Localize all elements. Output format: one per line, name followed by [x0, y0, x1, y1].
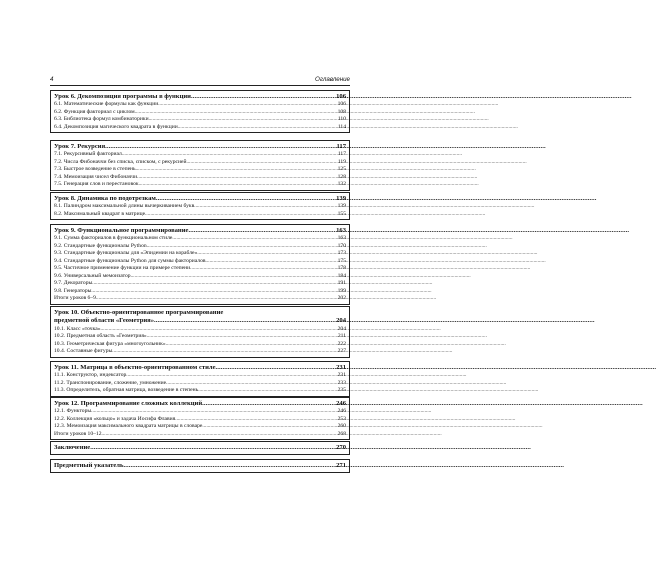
item-page: 125 — [337, 166, 346, 173]
item-title: 9.6. Универсальный мемоизатор — [54, 272, 131, 279]
item-title: 10.1. Класс «точка» — [54, 325, 101, 332]
leader-dots — [166, 341, 337, 349]
item-title: 11.2. Транспонирование, сложение, умножение — [54, 379, 167, 386]
leader-dots — [105, 143, 335, 151]
item-title: 10.4. Составные фигуры — [54, 348, 113, 355]
leader-dots — [122, 151, 337, 159]
item-title: Итоги уроков 10–12 — [54, 430, 102, 437]
item-title: 12.2. Коллекция «кольцо» и задача Иосифа Флавия — [54, 415, 176, 422]
leader-dots — [112, 348, 336, 356]
leader-dots — [158, 101, 336, 109]
lesson-page: 231 — [336, 364, 346, 371]
item-title: 7.5. Генерация слов и перестановок — [54, 181, 139, 188]
item-page: 260 — [337, 423, 346, 430]
lesson-page: 117 — [336, 143, 346, 150]
toc-item[interactable] — [54, 116, 346, 124]
toc-item[interactable] — [54, 159, 346, 167]
leader-dots — [145, 211, 337, 219]
item-page: 114 — [337, 123, 346, 130]
lesson-title: Урок 9. Функциональное программирование — [54, 227, 189, 234]
item-title: 7.3. Быстрое возведение в степень — [54, 166, 136, 173]
lesson-page: 139 — [336, 195, 346, 202]
item-title: 9.2. Стандартные функционалы Python — [54, 242, 147, 249]
leader-dots — [175, 416, 336, 424]
toc-index — [50, 459, 350, 473]
lesson-title: Урок 7. Рекурсия — [54, 143, 106, 150]
leader-dots — [190, 265, 336, 273]
leader-dots — [90, 444, 335, 452]
toc-item[interactable] — [54, 408, 346, 416]
item-title: 8.1. Палиндром максимальной длины вычеркиванием букв — [54, 203, 195, 210]
item-title: 11.3. Определитель, обратная матрица, возведение в степень — [54, 387, 199, 394]
toc-item[interactable] — [54, 265, 346, 273]
lesson-title: Урок 6. Декомпозиция программы в функции — [54, 93, 191, 100]
item-page: 235 — [337, 387, 346, 394]
toc-item[interactable] — [54, 250, 346, 258]
toc-conclusion — [50, 441, 350, 455]
leader-dots — [139, 181, 337, 189]
item-title: 11.1. Конструктор, индексатор — [54, 372, 127, 379]
leader-dots — [96, 295, 337, 303]
toc-lesson-12 — [50, 397, 350, 440]
lesson-heading[interactable] — [54, 364, 346, 372]
leader-dots — [154, 317, 335, 325]
item-title: 9.8. Генераторы — [54, 287, 92, 294]
leader-dots — [126, 372, 336, 380]
leader-dots — [131, 273, 337, 281]
toc-lesson-11 — [50, 361, 350, 397]
item-page: 178 — [337, 265, 346, 272]
leader-dots — [202, 400, 335, 408]
toc-lesson-7 — [50, 140, 350, 191]
item-title: 6.2. Функция факториал с циклом — [54, 108, 135, 115]
item-title: 7.1. Рекурсивный факториал — [54, 151, 122, 158]
item-title: 12.3. Мемоизация максимального квадрата матрицы в словаре — [54, 423, 203, 430]
leader-dots — [147, 333, 337, 341]
leader-dots — [136, 166, 337, 174]
item-page: 170 — [337, 242, 346, 249]
toc-item[interactable] — [54, 288, 346, 296]
leader-dots — [206, 258, 337, 266]
item-title: 9.4. Стандартные функционалы Python для суммы факториалов — [54, 257, 206, 264]
leader-dots — [91, 288, 336, 296]
item-page: 191 — [337, 280, 346, 287]
toc-item[interactable] — [54, 101, 346, 109]
item-page: 175 — [337, 257, 346, 264]
item-title: Итоги уроков 6–9 — [54, 295, 96, 302]
item-page: 233 — [337, 379, 346, 386]
lesson-heading[interactable] — [54, 400, 346, 408]
item-title: 6.4. Декомпозиция магического квадрата в функции — [54, 123, 178, 130]
item-page: 268 — [337, 430, 346, 437]
item-page: 139 — [337, 203, 346, 210]
toc-item[interactable] — [54, 166, 346, 174]
lesson-heading[interactable] — [54, 317, 346, 325]
lesson-title: Урок 8. Динамика по подотрезкам — [54, 195, 156, 202]
item-page: 117 — [337, 151, 346, 158]
item-page: 199 — [337, 287, 346, 294]
toc-item[interactable] — [54, 235, 346, 243]
item-page: 155 — [337, 210, 346, 217]
lesson-title-line-1[interactable]: Урок 10. Объектно-ориентированное программирование — [54, 309, 224, 316]
toc-item[interactable] — [54, 211, 346, 219]
item-page: 110 — [337, 116, 346, 123]
item-page: 128 — [337, 173, 346, 180]
header-rule — [50, 85, 350, 86]
item-page: 108 — [337, 108, 346, 115]
item-page: 119 — [337, 158, 346, 165]
item-title: 7.2. Числа Фибоначчи без списка, списком, с рекурсией — [54, 158, 187, 165]
item-page: 246 — [337, 408, 346, 415]
toc-item[interactable] — [54, 280, 346, 288]
toc-item[interactable] — [54, 333, 346, 341]
item-page: 227 — [337, 348, 346, 355]
leader-dots — [92, 280, 336, 288]
item-page: 211 — [337, 333, 346, 340]
item-page: 204 — [337, 325, 346, 332]
toc-item[interactable] — [54, 416, 346, 424]
leader-dots — [149, 116, 337, 124]
leader-dots — [178, 124, 337, 132]
item-title: 7.4. Мемоизация чисел Фибоначчи — [54, 173, 138, 180]
item-page: 106 — [337, 101, 346, 108]
leader-dots — [137, 174, 336, 182]
toc-item[interactable] — [54, 151, 346, 159]
item-title: 9.3. Стандартные функционалы для «Эпидемии на корабле» — [54, 250, 198, 257]
leader-dots — [135, 109, 337, 117]
toc-item[interactable] — [54, 431, 346, 439]
toc-item[interactable] — [54, 174, 346, 182]
leader-dots — [188, 227, 335, 235]
page-number: 4 — [50, 76, 54, 83]
lesson-page: 246 — [336, 400, 346, 407]
item-title: 12.1. Функторы — [54, 408, 92, 415]
lesson-page: 204 — [336, 317, 346, 325]
item-page: 163 — [337, 235, 346, 242]
item-title: 6.1. Математические формулы как функции — [54, 101, 159, 108]
toc-lesson-9 — [50, 224, 350, 305]
lesson-page: 163 — [336, 227, 346, 234]
leader-dots — [172, 235, 336, 243]
leader-dots — [91, 408, 336, 416]
toc-item[interactable] — [54, 348, 346, 356]
lesson-title: предметной области «Геометрия» — [54, 317, 155, 325]
item-page: 202 — [337, 295, 346, 302]
item-page: 184 — [337, 272, 346, 279]
running-title: Оглавление — [315, 76, 350, 83]
item-title: 9.5. Частичное применение функции на примере степени — [54, 265, 191, 272]
conclusion-page: 270 — [336, 444, 346, 451]
toc-item[interactable] — [54, 387, 346, 395]
toc-lesson-10 — [50, 306, 350, 358]
toc-item[interactable] — [54, 295, 346, 303]
leader-dots — [194, 203, 336, 211]
toc-item[interactable] — [54, 203, 346, 211]
toc-lesson-8 — [50, 192, 350, 220]
toc-item[interactable] — [54, 423, 346, 431]
item-title: 10.2. Предметная область «Геометрия» — [54, 333, 147, 340]
leader-dots — [186, 159, 336, 167]
item-title: 9.7. Декораторы — [54, 280, 93, 287]
leader-dots — [216, 364, 336, 372]
toc-item[interactable] — [54, 372, 346, 380]
conclusion-title: Заключение — [54, 444, 91, 451]
lesson-title: Урок 12. Программирование сложных коллекций — [54, 400, 203, 407]
leader-dots — [202, 423, 336, 431]
item-page: 222 — [337, 340, 346, 347]
toc-item[interactable] — [54, 273, 346, 281]
index-title: Предметный указатель — [54, 462, 124, 469]
leader-dots — [198, 387, 336, 395]
item-page: 173 — [337, 250, 346, 257]
leader-dots — [123, 462, 335, 470]
leader-dots — [191, 93, 335, 101]
item-page: 132 — [337, 181, 346, 188]
leader-dots — [197, 250, 336, 258]
conclusion-heading[interactable] — [54, 444, 346, 452]
item-title: 6.3. Библиотека формул комбинаторики — [54, 116, 149, 123]
lesson-page: 106 — [336, 93, 346, 100]
item-title: 10.3. Геометрическая фигура «многоугольник» — [54, 340, 166, 347]
toc-item[interactable] — [54, 181, 346, 189]
lesson-title: Урок 11. Матрица в объектно-ориентированном стиле — [54, 364, 216, 371]
item-title: 9.1. Сумма факториалов в функциональном стиле — [54, 235, 173, 242]
toc-lesson-6 — [50, 90, 350, 133]
toc-item[interactable] — [54, 124, 346, 132]
item-page: 253 — [337, 415, 346, 422]
item-page: 231 — [337, 372, 346, 379]
item-title: 8.2. Максимальный квадрат в матрице — [54, 210, 146, 217]
index-page: 271 — [336, 462, 346, 469]
index-heading[interactable] — [54, 462, 346, 470]
leader-dots — [102, 431, 337, 439]
